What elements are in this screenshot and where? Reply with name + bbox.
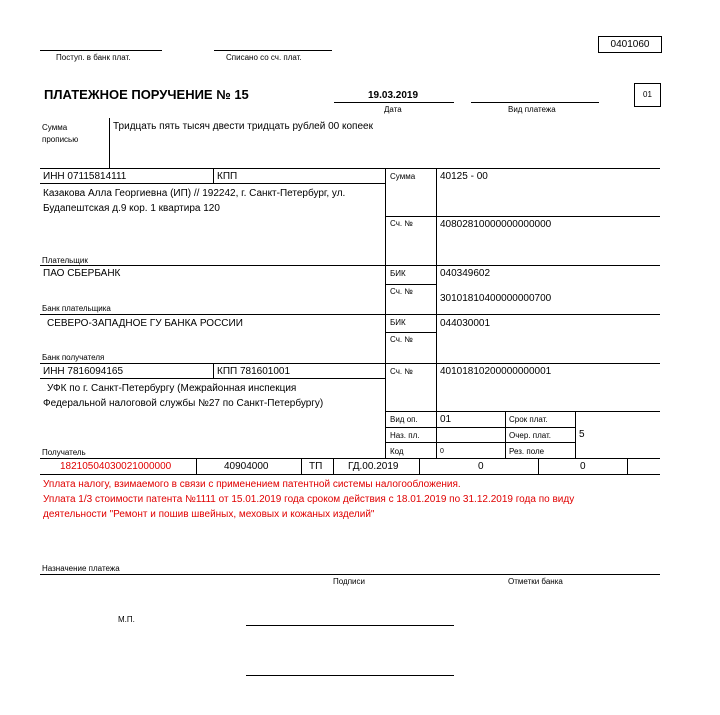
payee-label: Получатель: [42, 448, 86, 457]
tax-sep-2: [301, 458, 302, 474]
received-label: Поступ. в банк плат.: [56, 53, 131, 62]
op-type-value: 01: [440, 414, 452, 425]
date-line: [334, 102, 454, 103]
tax-sep-3: [333, 458, 334, 474]
signatures-label: Подписи: [333, 577, 365, 586]
document-title: ПЛАТЕЖНОЕ ПОРУЧЕНИЕ № 15: [44, 87, 249, 102]
payer-kpp: КПП: [217, 171, 238, 182]
amount-words-bottom-line: [40, 168, 660, 169]
payee-bank-name: СЕВЕРО-ЗАПАДНОЕ ГУ БАНКА РОССИИ: [47, 318, 243, 329]
payer-inn: ИНН 07115814111: [43, 171, 127, 182]
grid-v-label: [436, 168, 437, 458]
order-value: 5: [579, 429, 585, 440]
payer-name: [43, 186, 345, 216]
payee-bank-bik-value: 044030001: [440, 318, 491, 329]
grid-h-op-mid2: [385, 442, 575, 443]
payer-bank-label: Банк плательщика: [42, 304, 111, 313]
purpose-bottom-line: [40, 574, 660, 575]
grid-h-payee-bottom: [40, 458, 660, 459]
amount-words-label: [42, 122, 78, 146]
grid-h-inn-payer: [40, 183, 385, 184]
tax-row-bottom: [40, 474, 660, 475]
doc-number-value: 0: [478, 461, 484, 472]
amount-words-divider: [109, 118, 110, 168]
status-code: 01: [634, 83, 661, 107]
reserve-label: Рез. поле: [509, 447, 545, 456]
date-value: 19.03.2019: [368, 90, 419, 101]
op-type-label: Вид оп.: [390, 415, 418, 424]
payment-type-line: [471, 102, 599, 103]
purpose-line1: Уплата налогу, взимаемого в связи с применением патентной системы налогообложения.: [43, 479, 461, 490]
payer-name-line1: Казакова Алла Георгиевна (ИП) // 192242, г. Санкт-Петербург, ул.: [43, 188, 346, 199]
grid-h-bik1: [385, 284, 436, 285]
signature-line-2: [246, 675, 454, 676]
payer-bank-corr-value: 30101810400000000700: [440, 293, 552, 304]
debited-line: [214, 50, 332, 51]
amount-words-label-line2: прописью: [42, 135, 79, 144]
grid-v-kpp-payee: [213, 363, 214, 378]
grid-h-sum: [385, 216, 660, 217]
grid-h-inn-payee: [40, 378, 385, 379]
signature-line-1: [246, 625, 454, 626]
sum-label: Сумма: [390, 172, 416, 181]
payee-bank-label: Банк получателя: [42, 353, 105, 362]
grid-h-payee-bank-bottom: [40, 363, 660, 364]
oktmo-value: 40904000: [224, 461, 269, 472]
payer-bank-bik-value: 040349602: [440, 268, 491, 279]
term-label: Срок плат.: [509, 415, 548, 424]
payment-type-label: Вид платежа: [508, 105, 556, 114]
code-label: Код: [390, 447, 404, 456]
payee-inn: ИНН 7816094165: [43, 366, 124, 377]
amount-words-value: Тридцать пять тысяч двести тридцать рублей 00 копеек: [113, 121, 373, 132]
payer-bank-name: ПАО СБЕРБАНК: [43, 268, 121, 279]
purpose-code-label: Наз. пл.: [390, 431, 420, 440]
tax-sep-4: [419, 458, 420, 474]
form-code: 0401060: [598, 36, 662, 53]
amount-words-label-line1: Сумма: [42, 123, 68, 132]
purpose-label: Назначение платежа: [42, 564, 120, 573]
debited-label: Списано со сч. плат.: [226, 53, 302, 62]
order-label: Очер. плат.: [509, 431, 552, 440]
grid-h-payer-bank-bottom: [40, 314, 660, 315]
kbk-value: 18210504030021000000: [60, 461, 172, 472]
tax-sep-1: [196, 458, 197, 474]
basis-value: ТП: [309, 461, 323, 472]
purpose-line2: Уплата 1/3 стоимости патента №1111 от 15.01.2019 года сроком действия с 18.01.2019 по 31.12.2019 года по виду: [43, 494, 575, 505]
code-value: 0: [440, 448, 444, 455]
payer-bank-corr-label: Сч. №: [390, 287, 413, 296]
payee-bank-bik-label: БИК: [390, 318, 406, 327]
bank-marks-label: Отметки банка: [508, 577, 563, 586]
purpose-text: [43, 477, 574, 522]
payee-name-line2: Федеральной налоговой службы №27 по Санкт-Петербургу): [43, 398, 324, 409]
grid-v-term: [505, 411, 506, 458]
grid-h-bik2: [385, 332, 436, 333]
grid-h-payer-bottom: [40, 265, 660, 266]
doc-date-value: 0: [580, 461, 586, 472]
payee-name-line1: УФК по г. Санкт-Петербургу (Межрайонная инспекция: [47, 383, 297, 394]
payee-account-label: Сч. №: [390, 367, 413, 376]
payee-name: [43, 381, 323, 411]
payer-name-line2: Будапештская д.9 кор. 1 квартира 120: [43, 203, 220, 214]
payer-account-value: 40802810000000000000: [440, 219, 552, 230]
date-label: Дата: [384, 105, 402, 114]
tax-sep-5: [538, 458, 539, 474]
grid-h-op-top: [385, 411, 660, 412]
grid-v-main: [385, 168, 386, 458]
grid-v-order: [575, 411, 576, 458]
period-value: ГД.00.2019: [348, 461, 399, 472]
stamp-label: М.П.: [118, 615, 135, 624]
payee-account-value: 40101810200000000001: [440, 366, 552, 377]
grid-v-kpp-payer: [213, 168, 214, 183]
payer-label: Плательщик: [42, 256, 88, 265]
grid-h-op-mid1: [385, 427, 575, 428]
received-line: [40, 50, 162, 51]
payer-bank-bik-label: БИК: [390, 269, 406, 278]
sum-value: 40125 - 00: [440, 171, 488, 182]
payee-kpp: КПП 781601001: [217, 366, 291, 377]
payer-account-label: Сч. №: [390, 219, 413, 228]
payee-bank-corr-label: Сч. №: [390, 335, 413, 344]
tax-sep-6: [627, 458, 628, 474]
purpose-line3: деятельности "Ремонт и пошив швейных, меховых и кожаных изделий": [43, 509, 375, 520]
